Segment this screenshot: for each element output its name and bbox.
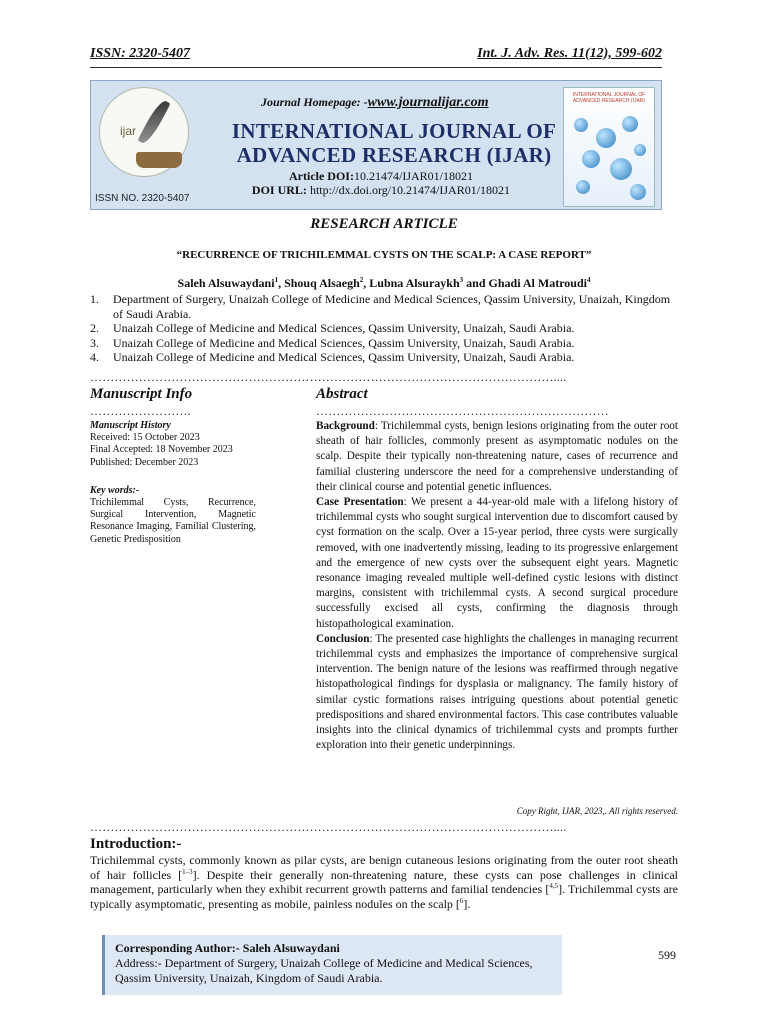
dotted-separator: ……………………………………………………………………………………………………....	[90, 370, 567, 384]
author-list	[0, 276, 768, 291]
affiliation-list	[90, 292, 680, 365]
doi-url-link[interactable]: http://dx.doi.org/10.21474/IJAR01/18021	[309, 183, 511, 197]
introduction-text	[90, 853, 678, 911]
doi-label: Article DOI:	[289, 169, 354, 183]
corresponding-address: Address:- Department of Surgery, Unaizah College of Medicine and Medical Sciences,	[115, 956, 533, 970]
journal-title-line1: INTERNATIONAL JOURNAL OF	[231, 119, 557, 143]
doi-value: 10.21474/IJAR01/18021	[353, 169, 473, 183]
intro-text: ]. Trichilemmal cysts are typically asymptomatic, presenting as mobile, painless nodules on the scalp [	[90, 882, 678, 911]
author: Lubna Alsuraykh	[369, 276, 460, 290]
molecule-icon	[622, 116, 638, 132]
manuscript-info	[90, 420, 256, 546]
affiliation-num: 4.	[90, 350, 99, 365]
author-sep: and	[463, 276, 489, 290]
manuscript-info-heading: Manuscript Info	[90, 386, 193, 402]
molecule-icon	[634, 144, 646, 156]
affiliation-item	[90, 336, 680, 351]
citation-ref[interactable]: 4,5	[549, 882, 559, 891]
article-title: “RECURRENCE OF TRICHILEMMAL CYSTS ON THE SCALP: A CASE REPORT”	[176, 249, 592, 261]
molecule-icon	[610, 158, 632, 180]
case-text: : We present a 44-year-old male with a lifelong history of trichilemmal cysts who sought surgical intervention due to discomfort caused by cyst formation on the scalp. Over a 15-year period, three cysts were surgically removed, with one inadvertently missing, leading to its progressive enlargement and the emergence of new cysts over the subsequent eight years. Magnetic resonance imaging revealed multiple well-defined cystic lesions with distinct margins, consistent with trichilemmal cysts. A second surgical procedure successfully excised all cysts, confirming the diagnosis through histopathological examination.	[316, 496, 678, 630]
dotted-separator: ……………………………………………………………………………………………………....	[90, 820, 567, 834]
abstract-case	[316, 495, 678, 632]
author-sep: ,	[363, 276, 370, 290]
logo-issn: ISSN NO. 2320-5407	[95, 193, 190, 204]
affiliation-num: 2.	[90, 321, 99, 336]
abstract-body	[316, 419, 678, 753]
published-date: Published: December 2023	[90, 456, 199, 468]
affiliation-text: Unaizah College of Medicine and Medical Sciences, Qassim University, Unaizah, Saudi Arabia.	[113, 335, 575, 350]
affiliation-num: 3.	[90, 335, 99, 350]
author-sup: 2	[359, 276, 364, 284]
affiliation-item	[90, 350, 680, 365]
issn-header: ISSN: 2320-5407	[90, 46, 190, 61]
molecule-icon	[574, 118, 588, 132]
affiliation-num: 1.	[90, 292, 99, 306]
book-icon	[136, 152, 182, 168]
journal-title	[219, 119, 569, 167]
author-sup: 3	[459, 276, 464, 284]
homepage-label: Journal Homepage: -	[261, 95, 368, 109]
cover-title: INTERNATIONAL JOURNAL OF ADVANCED RESEARCH (IJAR)	[572, 92, 646, 104]
page-number: 599	[658, 948, 676, 962]
citation-ref[interactable]: 6	[459, 896, 464, 905]
header-rule	[90, 67, 662, 68]
molecule-icon	[582, 150, 600, 168]
conclusion-label: Conclusion	[316, 632, 370, 645]
received-date: Received: 15 October 2023	[90, 432, 200, 444]
abstract-conclusion	[316, 632, 678, 754]
doi-url-label: DOI URL:	[251, 183, 307, 197]
affiliation-text: Unaizah College of Medicine and Medical Sciences, Qassim University, Unaizah, Saudi Arabia.	[113, 350, 575, 365]
affiliation-text: Department of Surgery, Unaizah College of Medicine and Medical Sciences, Qassim University, Unaizah, Kingdom of Saudi Arabia.	[113, 292, 671, 321]
intro-text: ].	[463, 896, 471, 911]
molecule-icon	[596, 128, 616, 148]
author-sep: ,	[278, 276, 285, 290]
dotted-separator: ………………………………………………………………	[316, 404, 609, 418]
author: Ghadi Al Matroudi	[488, 276, 587, 290]
author-sup: 4	[586, 276, 591, 284]
corresponding-address: Qassim University, Unaizah, Kingdom of Saudi Arabia.	[115, 971, 383, 985]
author-sup: 1	[274, 276, 279, 284]
author: Shouq Alsaegh	[284, 276, 360, 290]
article-type: RESEARCH ARTICLE	[310, 216, 458, 232]
dotted-separator: …………………….	[90, 404, 191, 418]
corresponding-author-box	[102, 935, 562, 995]
citation-ref[interactable]: 1–3	[182, 867, 193, 876]
homepage-link[interactable]: www.journalijar.com	[367, 95, 489, 110]
journal-homepage	[261, 95, 489, 111]
journal-banner	[90, 80, 662, 210]
case-label: Case Presentation	[316, 496, 404, 509]
keywords-heading: Key words:-	[90, 484, 140, 496]
copyright-notice: Copy Right, IJAR, 2023,. All rights reserved.	[516, 806, 678, 816]
molecule-icon	[576, 180, 590, 194]
background-label: Background	[316, 420, 375, 432]
journal-title-line2: ADVANCED RESEARCH (IJAR)	[236, 143, 552, 167]
keywords: Trichilemmal Cysts, Recurrence, Surgical Intervention, Magnetic Resonance Imaging, Familial Clustering, Genetic Predisposition	[90, 497, 256, 545]
affiliation-text: Unaizah College of Medicine and Medical Sciences, Qassim University, Unaizah, Saudi Arabia.	[113, 321, 575, 336]
logo-text: ijar	[120, 124, 137, 138]
introduction-heading: Introduction:-	[90, 836, 182, 852]
journal-cover-image	[563, 87, 655, 207]
doi-block	[241, 169, 521, 197]
affiliation-item	[90, 292, 680, 321]
affiliation-item	[90, 321, 680, 336]
abstract-background	[316, 419, 678, 495]
manuscript-history-heading: Manuscript History	[90, 420, 171, 431]
abstract-heading: Abstract	[316, 386, 368, 402]
author: Saleh Alsuwaydani	[177, 276, 275, 290]
intro-text: Trichilemmal cysts, commonly known as pilar cysts, are benign cutaneous lesions originating from the outer root sheath of hair follicles [	[90, 853, 678, 882]
accepted-date: Final Accepted: 18 November 2023	[90, 444, 233, 456]
citation-header: Int. J. Adv. Res. 11(12), 599-602	[477, 46, 662, 61]
molecule-icon	[630, 184, 646, 200]
corresponding-author-label: Corresponding Author:- Saleh Alsuwaydani	[115, 941, 340, 955]
conclusion-text: : The presented case highlights the challenges in managing recurrent trichilemmal cysts and emphasizes the importance of comprehensive surgical intervention. The benign nature of the lesions was reaffirmed through negative histopathological findings for dysplasia or malignancy. The family history of similar cystic formations raises intriguing questions about potential genetic predispositions and shared environmental factors. This case contributes valuable insights into the clinical dynamics of trichilemmal cysts and prompts further exploration into their genetic underpinnings.	[316, 632, 678, 752]
ijar-logo	[99, 87, 189, 177]
intro-text: ]. Despite their generally non-threatening nature, these cysts can pose challenges in clinical management, particularly when they exhibit recurrent growth patterns and familial tendencies [	[90, 867, 678, 897]
background-text: : Trichilemmal cysts, benign lesions originating from the outer root sheath of hair follicles, commonly present as asymptomatic nodules on the scalp. Despite their typically non-threatening nature, cases of recurrence and familial clustering underscore the need for a comprehensive understanding of their clinical course and potential genetic influences.	[316, 420, 678, 493]
feather-icon	[137, 98, 170, 146]
